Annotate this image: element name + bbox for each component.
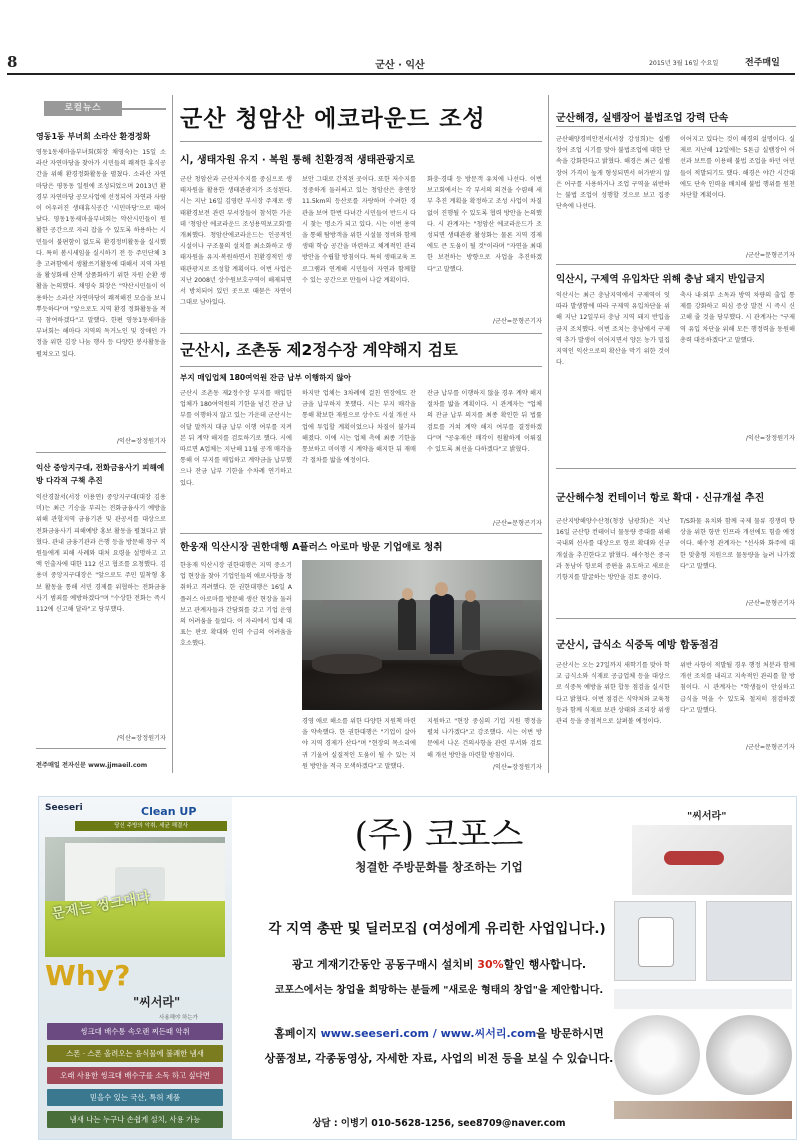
contact-line: 상담 : 이병기 010-5628-1256, see8709@naver.com	[312, 1118, 566, 1129]
main-body-col3: 화충·경대 등 방문객 유치에 나선다. 이번 보고회에서는 각 부서의 의견을 수렴해 세부 추진 계획을 확정하고 조성 사업이 차질 없이 진행될 수 있도록 협력 방안을 논의했다. 시 관계자는 "청암산 에코라운드가 조성되면 생태관광 활성화는 물론 지역 경제에도 큰 도움이 될 것"이라며 "자연을 최대한 보전하는 방향으로 사업을 추진하겠다"고 말했다.	[427, 176, 542, 273]
fmd-body-col2: 축사 내·외부 소독과 방역 차량의 출입 통제를 강화하고 의심 증상 발견 시 즉시 신고해 줄 것을 당부했다. 시 관계자는 "구제역 유입 차단을 위해 모든 행정력을 동원해 총력 대응하겠다"고 말했다.	[680, 292, 795, 344]
ad-right-brand: "씨서라"	[687, 811, 727, 822]
port-body-col1: 군산지방해양수산청(청장 남광희)은 지난 16일 군산항 컨테이너 물동량 증대를 위해 국내외 선사를 대상으로 항로 확대와 신규 개설을 추진한다고 밝혔다. 해수청은 중국과 동남아 항로의 증편을 유도하고 새로운 기항지를 발굴하는 방안을 검토 중이다.	[556, 518, 670, 582]
divider	[556, 126, 796, 127]
company-name: (주) 코포스	[354, 815, 524, 855]
divider	[36, 748, 166, 749]
local-news-logo	[44, 101, 122, 116]
main-body-col2: 보안 그대로 간직된 곳이다. 또한 저수지를 정중하게 둘러싸고 있는 청암산은 총연장 11.5km의 등산로를 자랑하며 수려한 경관을 보여 한번 다녀간 시민들이 반드시 다시 찾는 명소가 되고 있다. 시는 이번 용역을 통해 탐방객을 위한 시설물 정비와 함께 생태 학습 공간을 마련하고 체계적인 관리 방안을 수립할 방침이다. 특히 생태교육 프로그램과 연계해 시민들이 자연과 함께할 수 있는 공간으로 만들어 나갈 계획이다.	[302, 176, 416, 284]
main-headline: 군산 청암산 에코라운드 조성	[180, 106, 486, 132]
section-name: 군산 · 익산	[375, 60, 425, 71]
promo-1-post: 할인 행사합니다.	[503, 958, 587, 971]
divider	[180, 141, 542, 142]
port-byline: /군산=문형곤기자	[745, 600, 795, 607]
homepage-post: 을 방문하시면	[536, 1027, 604, 1040]
water-body-col1: 군산시 조촌동 제2정수장 부지를 매입한 업체가 180여억원의 기한을 넘긴 잔금 납부를 이행하지 않고 있는 가운데 군산시는 이달 말까지 대금 납부 이행 여부를 지켜본 뒤 계약 해지를 검토하기로 했다. 시에 따르면 A업체는 지난해 11월 공개 매각을 통해 이 부지를 매입하고 계약금을 납부했으나 잔금 납부 기한을 수차례 연기하고 있다.	[180, 390, 292, 487]
ad-feature-1: 씽크대 배수통 속오랜 찌든때 악취	[47, 1023, 223, 1040]
header-rule	[7, 73, 795, 75]
water-subheadline: 부지 매입업체 180여억원 잔금 납부 이행하지 않아	[180, 373, 352, 382]
water-body-col2: 하지만 업체는 3차례에 걸친 연장에도 잔금을 납부하지 못했다. 시는 부지 매각을 통해 확보한 재원으로 상수도 시설 개선 사업에 투입할 계획이었으나 차질이 불가피해졌다. 이에 시는 업체 측에 최종 기한을 통보하고 미이행 시 계약을 해지한 뒤 재매각 절차를 밟을 예정이다.	[302, 390, 416, 465]
advertisement	[38, 796, 797, 1140]
article-body-police: 익산경찰서(서장 이용연) 중앙지구대(대장 김용미)는 최근 기승을 부리는 전화금융사기 예방을 위해 관할지역 금융기관 및 관공서를 대상으로 전화금융사기 피해예방 홍보 활동을 펼쳤다고 밝혔다. 관내 금융기관과 은행 등을 방문해 창구 직원들에게 피해 사례와 대처 요령을 설명하고 고액 인출자에 대한 112 신고 협조를 요청했다. 김용미 중앙지구대장은 "앞으로도 주민 밀착형 홍보 활동을 통해 서민 경제를 위협하는 전화금융사기 범죄를 예방하겠다"며 "수상한 전화는 즉시 112에 신고해 달라"고 당부했다.	[36, 494, 166, 614]
main-byline: /군산=문형곤기자	[492, 318, 542, 325]
product-photos	[614, 821, 794, 1121]
visit-body-col2: 경영 애로 해소를 위한 다양한 지원책 마련을 약속했다. 한 권한대행은 "기업이 살아야 지역 경제가 산다"며 "현장의 목소리에 귀 기울여 실질적인 도움이 될 수 있는 지원 방안을 적극 모색하겠다"고 말했다.	[302, 718, 416, 770]
ad-clean-up: Clean UP	[141, 805, 197, 818]
water-byline: /군산=문형곤기자	[492, 520, 542, 527]
visit-byline: /익산=장정원기자	[492, 764, 542, 771]
issue-date: 2015년 3월 16일 수요일	[649, 60, 719, 67]
ad-sisseora-sub: 사용해야 하는가	[159, 1015, 198, 1021]
ad-band-text: 당신 주방의 악취, 세균 해결사	[114, 823, 188, 829]
coastguard-headline: 군산해경, 실뱀장어 불법조업 강력 단속	[556, 113, 729, 124]
article-title-police: 익산 중앙지구대, 전화금융사기 피해예방 다각적 구책 추진	[36, 463, 165, 485]
visit-photo	[302, 560, 542, 710]
ad-left-panel	[39, 797, 232, 1139]
visit-body-col1: 한웅재 익산시장 권한대행은 지역 중소기업 현장을 찾아 기업인들의 애로사항을 청취하고 격려했다. 한 권한대행은 16일 A플러스 아로마를 방문해 생산 현장을 둘러보고 관계자들과 간담회를 갖고 기업 운영의 어려움을 들었다. 이 자리에서 업체 대표는 판로 확대와 인력 수급의 어려움을 호소했다.	[180, 562, 292, 648]
fmd-byline: /익산=장정원기자	[745, 435, 795, 442]
food-body-col1: 군산시는 오는 27일까지 새학기를 맞아 학교 급식소와 식재료 공급업체 등을 대상으로 식중독 예방을 위한 합동 점검을 실시한다고 밝혔다. 이번 점검은 식약처와 교육청 등과 함께 식재료 보관 상태와 조리장 위생 관리 등을 중점적으로 살펴볼 예정이다.	[556, 662, 670, 726]
epaper-footer: 전주매일 전자신문 www.jjmaeil.com	[36, 762, 148, 769]
page-number: 8	[7, 53, 18, 71]
column-rule	[172, 95, 173, 773]
coastguard-byline: /군산=문형곤기자	[745, 252, 795, 259]
article-title-cleanup: 영동1동 부녀회 소라산 환경정화	[36, 132, 151, 141]
ad-band	[75, 821, 227, 831]
divider	[180, 366, 542, 367]
main-body-col1: 군산 청암산과 군산저수지를 중심으로 생태자원을 활용한 생태관광지가 조성된다. 시는 지난 16일 김영란 부시장 주재로 생태환경보전 관련 부서장들이 참석한 가운데 '청암산 에코라운드 조성용역보고회'를 개최했다. 청암산에코라운드는 인공적인 시설이나 구조물의 설치를 최소화하고 생태자원을 유지·복원하면서 친환경적인 생태관광지로 조성할 계획이다. 이번 사업은 지난 2008년 상수원보호구역이 해제되면서 방치되어 있던 곳으로 때묻은 자연이 그대로 남아있다.	[180, 176, 292, 307]
homepage-label: 홈페이지	[274, 1027, 321, 1040]
water-headline: 군산시, 조촌동 제2정수장 계약해지 검토	[180, 341, 458, 359]
promo-line-2: 코포스에서는 창업을 희망하는 분들께 "새로운 형태의 창업"을 제안합니다.	[274, 985, 604, 996]
details-line: 상품정보, 각종동영상, 자세한 자료, 사업의 비전 등을 보실 수 있습니다.	[264, 1052, 614, 1065]
coastguard-body-col2: 이어지고 있다는 것이 해경의 설명이다. 실제로 지난해 12일에는 5톤급 실뱀장어 어선과 보트를 이용해 불법 조업을 하던 어민들이 적발되기도 했다. 해경은 야간 시간대에도 단속 인력을 배치해 불법 행위를 원천 차단할 계획이다.	[680, 136, 795, 200]
food-byline: /군산=문형곤기자	[745, 744, 795, 751]
fmd-headline: 익산시, 구제역 유입차단 위해 충남 돼지 반입금지	[556, 274, 766, 285]
divider	[36, 452, 166, 453]
homepage-url[interactable]: www.seeseri.com / www.씨서리.com	[320, 1027, 537, 1040]
main-subheadline: 시, 생태자원 유지 · 복원 통해 친환경적 생태관광지로	[180, 155, 415, 166]
promo-1-pre: 광고 게재기간동안 공동구매시 설치비	[291, 958, 478, 971]
food-body-col2: 위반 사항이 적발될 경우 행정 처분과 함께 개선 조치를 내리고 지속적인 관리를 할 방침이다. 시 관계자는 "학생들이 안심하고 급식을 먹을 수 있도록 철저히 점검하겠다"고 말했다.	[680, 662, 795, 714]
ad-brand: Seeseri	[45, 803, 83, 813]
company-slogan: 청결한 주방문화를 창조하는 기업	[355, 860, 523, 874]
ad-feature-4: 믿을수 있는 국산, 특허 제품	[47, 1089, 223, 1106]
water-body-col3: 잔금 납부를 이행하지 않을 경우 계약 해지 절차를 밟을 계획이다. 시 관계자는 "업체의 잔금 납부 의지를 최종 확인한 뒤 법률 검토를 거쳐 계약 해지 여부를 결정하겠다"며 "공유재산 매각이 원활하게 이뤄질 수 있도록 최선을 다하겠다"고 밝혔다.	[427, 390, 542, 454]
promo-line-1	[239, 956, 639, 972]
article-body-cleanup: 영동1동새마을부녀회(회장 채영숙)는 15일 소라산 자연마당을 찾아가 시민들의 쾌적한 휴식공간을 위해 환경정화활동을 펼쳤다. 소라산 자연마당은 평동동 일원에 조성되었으며 2013년 환경부 자연마당 공모사업에 선정되어 자연과 사람이 어우러진 생태휴식공간 '시민마당'으로 태어났다. 영동1동새마을부녀회는 약산시민들이 원활한 공간으로 자리 잡을 수 있도록 하용하는 시민들이 불편함이 없도록 환경정비활동을 실시했다. 특히 봄시세임을 실시하기 전 등 주민단체 3층 고려함에서 생활쓰기활동에 대해서 지역 자원을 활성화해 산책 상품화하기 위한 자원 순환 생활을 논의했다. 채영숙 회장은 "약산시민들이 이용하는 소라산 자연마당이 쾌적해진 모습을 보니 뿌듯하다"며 "앞으로도 지역 환경 정화활동을 적극 참여하겠다"고 말했다. 한편 영동1동새마을부녀회는 해마다 지역의 독거노인 및 장애인 가정을 위한 김장 나눔 행사 등 다양한 봉사활동을 펼쳐오고 있다.	[36, 149, 166, 358]
ad-problem-text: 문제는 씽크대다	[50, 889, 152, 923]
divider	[180, 533, 542, 534]
visit-body-col3: 지원하고 "현장 중심의 기업 지원 행정을 펼쳐 나가겠다"고 강조했다. 시는 이번 방문에서 나온 건의사항을 관련 부서와 검토해 개선 방안을 마련할 방침이다.	[427, 718, 542, 759]
column-rule	[548, 95, 549, 773]
ad-why: Why?	[45, 959, 131, 992]
port-body-col2: T/S화물 유치와 함께 국제 물류 경쟁력 향상을 위한 항만 인프라 개선에도 힘쓸 예정이다. 해수청 관계자는 "선사와 화주에 대한 맞춤형 지원으로 물동량을 늘려 나가겠다"고 말했다.	[680, 518, 795, 570]
logo-bar	[122, 108, 166, 110]
logo-text: 로컬뉴스	[64, 103, 102, 113]
byline-cleanup: /익산=장정원기자	[116, 438, 166, 445]
food-headline: 군산시, 급식소 식중독 예방 합동점검	[556, 640, 719, 651]
homepage-line	[239, 1025, 639, 1041]
divider	[556, 618, 796, 619]
divider	[180, 333, 542, 334]
ad-feature-2: 스폰 · 스폰 올려오는 음식물에 불쾌한 냄새	[47, 1045, 223, 1062]
port-headline: 군산해수청 컨테이너 항로 확대 · 신규개설 추진	[556, 493, 765, 504]
promo-1-discount: 30%	[477, 958, 504, 971]
divider	[556, 264, 796, 265]
paper-name: 전주매일	[745, 58, 780, 68]
coastguard-body-col1: 군산해양경비안전서(서장 강성희)는 실뱀장어 조업 시기를 맞아 불법조업에 대한 단속을 강화한다고 밝혔다. 해경은 최근 실뱀장어 가격이 높게 형성되면서 허가받지 않은 어구를 사용하거나 조업 구역을 위반하는 불법 조업이 성행할 것으로 보고 집중 단속에 나선다.	[556, 136, 670, 211]
ad-feature-3: 오래 사용한 씽크대 배수구를 소독 하고 싶다면	[47, 1067, 223, 1084]
divider	[556, 468, 796, 469]
ad-feature-5: 냄새 나는 누구나 손쉽게 설치, 사용 가능	[47, 1111, 223, 1128]
byline-police: /익산=장정원기자	[116, 735, 166, 742]
fmd-body-col1: 익산시는 최근 충남지역에서 구제역이 잇따라 발생함에 따라 구제역 유입차단을 위해 지난 12일부터 충남 지역 돼지 반입을 금지 조치했다. 이번 조치는 충남에서 구제역 추가 발생이 이어지면서 양돈 농가 밀집 지역인 익산으로의 확산을 막기 위한 것이다.	[556, 292, 670, 367]
recruit-line: 각 지역 총판 및 딜러모집 (여성에게 유리한 사업입니다.)	[268, 921, 606, 937]
ad-sisseora: "씨서라"	[133, 995, 181, 1009]
visit-headline: 한웅재 익산시장 권한대행 A플러스 아로마 방문 기업애로 청취	[180, 542, 443, 553]
